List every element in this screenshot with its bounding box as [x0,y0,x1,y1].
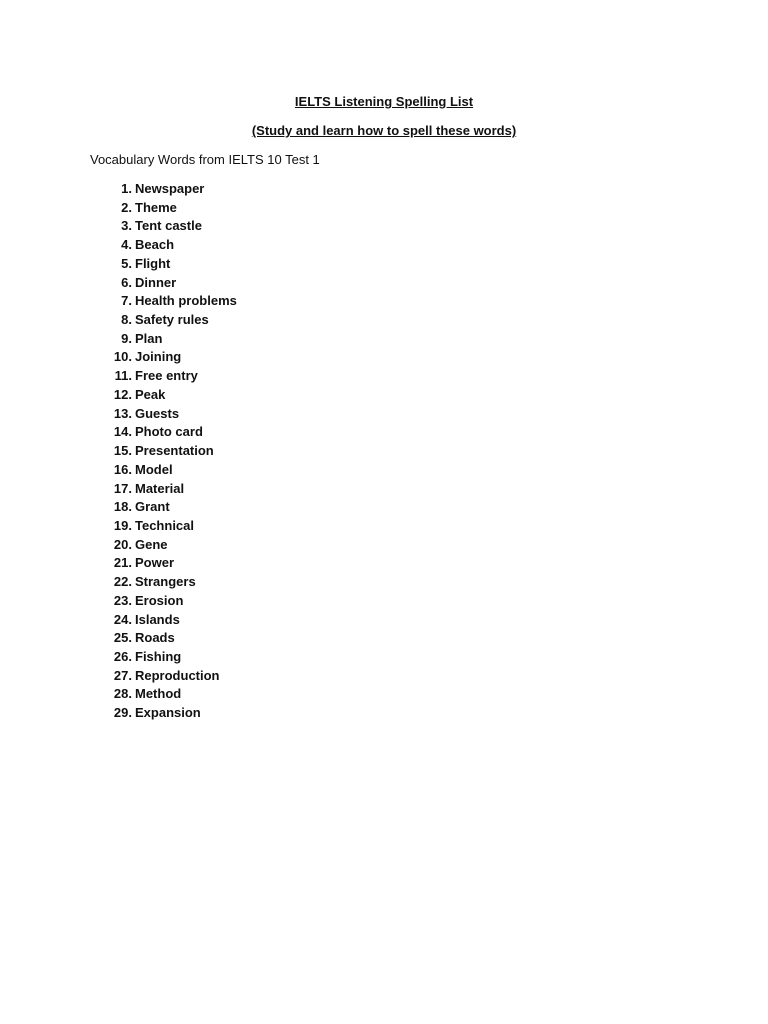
list-item-word: Safety rules [135,312,209,328]
list-item-number: 23. [113,592,132,608]
list-item-word: Joining [135,349,182,365]
list-item-number: 18. [113,499,132,515]
list-item-word: Material [135,480,185,496]
list-item-number: 4. [121,237,132,253]
list-item-word: Tent castle [135,218,202,234]
list-item-word: Theme [135,199,177,215]
list-item-word: Guests [135,405,180,421]
list-item-word: Beach [135,237,175,253]
document-subtitle: (Study and learn how to spell these words) [251,123,517,138]
list-item-word: Islands [135,611,180,627]
list-item-number: 5. [121,255,132,271]
list-item-word: Fishing [135,648,182,664]
list-item-number: 11. [114,368,132,384]
list-item-word: Expansion [135,705,201,721]
list-item-word: Roads [135,630,175,646]
list-item-word: Presentation [135,443,214,459]
list-item-word: Newspaper [135,181,205,196]
list-item-word: Peak [135,386,166,402]
list-item-number: 21. [113,555,132,571]
list-item-number: 20. [113,536,132,552]
list-item-number: 22. [113,574,132,590]
list-item-number: 28. [113,686,132,702]
list-item-number: 2. [121,199,132,215]
list-item-number: 7. [121,293,132,309]
list-item-number: 16. [113,461,132,477]
list-item-number: 26. [113,648,132,664]
list-item-number: 29. [113,705,132,721]
list-item-number: 10. [113,349,132,365]
list-item-word: Erosion [135,592,184,608]
list-item-number: 14. [113,424,132,440]
list-item-word: Health problems [135,293,237,309]
list-item-word: Model [135,461,173,477]
list-item-number: 17. [113,480,132,496]
list-item-number: 12. [113,386,132,402]
list-item-number: 3. [121,218,132,234]
list-item-word: Power [135,555,175,571]
document-title: IELTS Listening Spelling List [294,94,474,109]
list-item-number: 15. [113,443,132,459]
list-item-number: 25. [113,630,132,646]
list-item-word: Flight [135,255,171,271]
list-item-number: 24. [113,611,132,627]
list-item-number: 1. [121,181,132,196]
list-item-word: Grant [135,499,170,515]
list-item-word: Method [135,686,182,702]
list-item-word: Strangers [135,574,196,590]
list-item-word: Dinner [135,274,177,290]
list-item-number: 9. [121,330,132,346]
list-item-number: 6. [121,274,132,290]
list-item-number: 19. [113,517,132,533]
list-item-number: 13. [113,405,132,421]
list-item-word: Technical [135,517,195,533]
list-item-word: Plan [135,330,163,346]
list-item-word: Gene [135,536,168,552]
list-item-number: 8. [121,312,132,328]
vocabulary-intro: Vocabulary Words from IELTS 10 Test 1 [90,152,320,167]
list-item-word: Free entry [135,368,198,384]
list-item-word: Reproduction [135,667,220,683]
list-item-word: Photo card [135,424,203,440]
list-item-number: 27. [113,667,132,683]
